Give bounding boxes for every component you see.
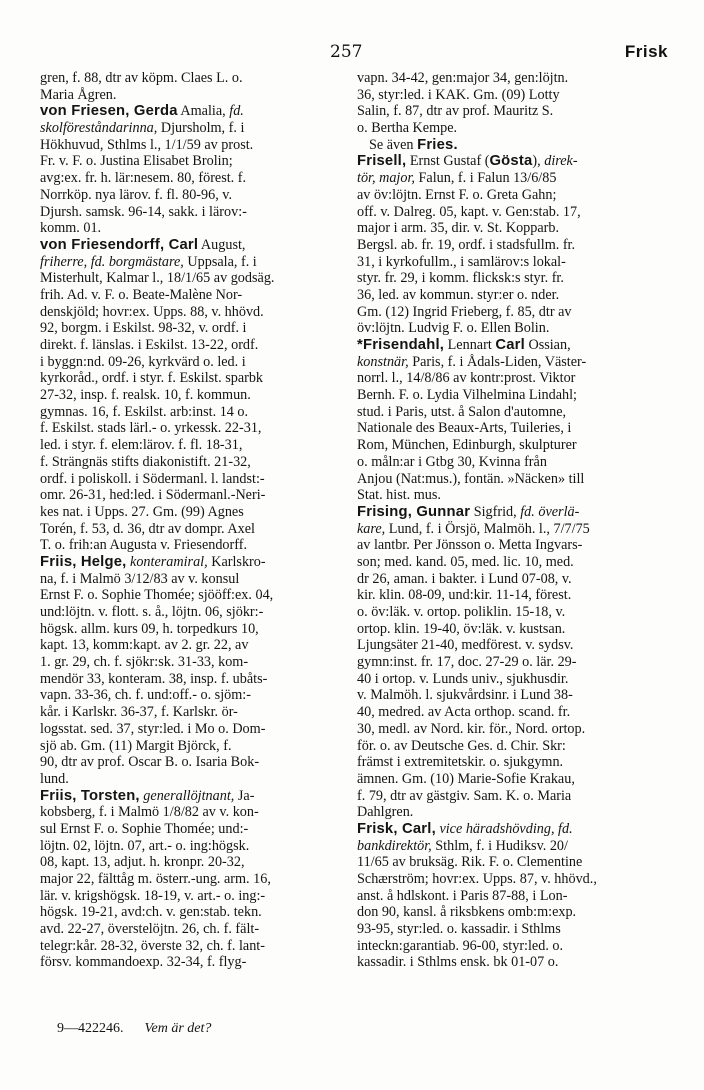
entry-title: konstnär, [357, 353, 409, 370]
entry-text: i byggn:nd. 09-26, kyrkvärd o. led. i [40, 353, 246, 370]
entry-text: don 90, kansl. å riksbkens omb:m:exp. [357, 904, 577, 921]
text-line [357, 70, 667, 87]
entry-text: mendör 33, konteram. 38, insp. f. ubåts- [40, 670, 268, 687]
text-line [40, 938, 340, 955]
text-line [357, 487, 667, 504]
entry-name: von Friesen, Gerda [40, 103, 178, 120]
text-line [357, 454, 667, 471]
text-line [40, 904, 340, 921]
entry-name: Frisk, Carl, [357, 820, 436, 837]
right-column [357, 70, 667, 971]
entry-name: von Friesendorff, Carl [40, 236, 199, 253]
entry-text: löjtn. 02, löjtn. 07, art.- o. ing:högsk. [40, 837, 250, 854]
text-line [357, 120, 667, 137]
entry-text: öv:löjtn. Ludvig F. o. Ellen Bolin. [357, 320, 550, 337]
text-line [40, 170, 340, 187]
entry-text: telegr:kår. 28-32, överste 32, ch. f. lant- [40, 937, 265, 954]
entry-text: major i arm. 35, dir. v. St. Kopparb. [357, 220, 560, 237]
entry-text: 40, medred. av Acta orthop. scand. fr. [357, 704, 571, 721]
entry-text: Bernh. F. o. Lydia Vilhelmina Lindahl; [357, 387, 577, 404]
text-line [357, 237, 667, 254]
text-line [357, 220, 667, 237]
text-line [40, 921, 340, 938]
text-line [40, 437, 340, 454]
text-line [357, 170, 667, 187]
text-line [40, 254, 340, 271]
entry-text: komm. 01. [40, 220, 102, 237]
entry-text: led. i styr. f. elem:lärov. f. fl. 18-31, [40, 437, 243, 454]
entry-text: lär. v. krigshögsk. 18-19, v. art.- o. ing:- [40, 887, 266, 904]
text-line [357, 87, 667, 104]
text-line [40, 621, 340, 638]
text-line [357, 938, 667, 955]
text-line [40, 537, 340, 554]
text-line [40, 287, 340, 304]
entry-text: o. öv:läk. v. ortop. poliklin. 15-18, v. [357, 604, 566, 620]
entry-text: Ossian, [524, 337, 571, 353]
text-line [40, 337, 340, 354]
entry-text: Lund, f. i Örsjö, Malmöh. l., 7/7/75 [385, 520, 590, 537]
entry-text: Sigfrid, [470, 503, 521, 520]
entry-text: Gm. (12) Ingrid Frieberg, f. 85, dtr av [357, 303, 572, 320]
entry-title: skolföreståndarinna, [40, 120, 158, 137]
entry-text: direkt. f. länslas. i Eskilst. 13-22, ordf. [40, 337, 259, 353]
entry-text: gren, f. 88, dtr av köpm. Claes L. o. [40, 70, 243, 86]
entry-text: 31, i kyrkofullm., i samlärov:s lokal- [357, 253, 566, 270]
entry-name: Carl [495, 337, 525, 353]
text-line [40, 771, 340, 788]
entry-text: vapn. 34-42, gen:major 34, gen:löjtn. [357, 70, 569, 86]
text-line [357, 854, 667, 871]
entry-text: Lennart [444, 337, 496, 353]
text-line [357, 671, 667, 688]
text-line [357, 621, 667, 638]
entry-title: konteramiral, [130, 553, 208, 570]
text-line [40, 838, 340, 855]
text-line [40, 120, 340, 137]
text-line [40, 187, 340, 204]
entry-text: Rom, München, Edinburgh, skulpturer [357, 437, 577, 454]
entry-title: fd. överlä- [520, 503, 580, 520]
entry-text: Dahlgren. [357, 804, 414, 821]
text-line [40, 387, 340, 404]
text-line [357, 654, 667, 671]
text-line [357, 871, 667, 888]
entry-text: Djursholm, f. i [157, 120, 245, 137]
entry-text: av öv:löjtn. Ernst F. o. Greta Gahn; [357, 186, 557, 203]
entry-text: Se även [369, 136, 418, 153]
text-line [40, 220, 340, 237]
text-line [357, 788, 667, 805]
text-line [357, 537, 667, 554]
text-line [357, 471, 667, 488]
text-line [357, 921, 667, 938]
page-number: 257 [330, 42, 363, 62]
text-line [357, 404, 667, 421]
entry-text: f. Eskilst. stads lärl.- o. yrkessk. 22-31, [40, 420, 262, 437]
entry-title: tör, major, [357, 170, 415, 187]
text-line [357, 721, 667, 738]
entry-name: Fries. [417, 136, 458, 153]
text-line [40, 320, 340, 337]
text-line [40, 87, 340, 104]
entry-text: ämnen. Gm. (10) Marie-Sofie Krakau, [357, 770, 575, 787]
text-line [357, 838, 667, 855]
text-line [40, 671, 340, 688]
entry-text: Misterhult, Kalmar l., 18/1/65 av godsäg. [40, 270, 275, 287]
text-line [357, 103, 667, 120]
entry-text: logsstat. sed. 37, styr:led. i Mo o. Dom- [40, 720, 266, 737]
text-line [40, 821, 340, 838]
footer-catchword: Vem är det? [144, 1021, 212, 1036]
text-line [40, 270, 340, 287]
entry-text: kir. klin. 08-09, und:kir. 11-14, förest. [357, 587, 572, 604]
text-line [357, 254, 667, 271]
entry-text: Salin, f. 87, dtr av prof. Mauritz S. [357, 103, 554, 120]
text-line [357, 320, 667, 337]
text-line [40, 487, 340, 504]
entry-name: Friis, Torsten, [40, 787, 140, 804]
entry-text: 27-32, insp. f. realsk. 10, f. kommun. [40, 387, 251, 404]
entry-text: ortop. klin. 19-40, öv:läk. v. kustsan. [357, 620, 566, 637]
text-line [40, 954, 340, 971]
entry-name: *Frisendahl, [357, 337, 445, 353]
entry-text: Ljungsäter 21-40, medförest. v. sydsv. [357, 637, 574, 654]
entry-text: styr. fr. 29, i komm. flicksk:s styr. fr. [357, 270, 564, 287]
entry-text: 36, led. av kommun. styr:er o. nder. [357, 286, 560, 303]
text-line [40, 153, 340, 170]
entry-text: Stat. hist. mus. [357, 487, 441, 504]
text-line [357, 587, 667, 604]
entry-title: bankdirektör, [357, 837, 432, 854]
entry-text: 1. gr. 29, ch. f. sjökr:sk. 31-33, kom- [40, 654, 249, 671]
entry-text: Djursh. samsk. 96-14, sakk. i lärov:- [40, 203, 247, 220]
entry-text: Falun, f. i Falun 13/6/85 [414, 170, 557, 187]
text-line [40, 854, 340, 871]
entry-text: T. o. frih:an Augusta v. Friesendorff. [40, 537, 247, 554]
text-line [357, 354, 667, 371]
text-line [40, 354, 340, 371]
entry-text: Nationale des Beaux-Arts, Tuileries, i [357, 420, 572, 437]
entry-text: major 22, fälttåg m. österr.-ung. arm. 16, [40, 871, 271, 887]
text-line [40, 103, 340, 120]
entry-text: stud. i Paris, utst. å Salon d'automne, [357, 403, 567, 420]
text-line [357, 804, 667, 821]
entry-text: o. Bertha Kempe. [357, 120, 458, 137]
entry-text: off. v. Dalreg. 05, kapt. v. Gen:stab. 17, [357, 203, 581, 220]
entry-name: Gösta [489, 153, 533, 170]
entry-text: v. Malmöh. l. sjukvårdsinr. i Lund 38- [357, 687, 573, 704]
entry-text: Ja- [234, 787, 255, 804]
entry-text: son; med. kand. 05, med. lic. 10, med. [357, 553, 574, 570]
entry-text: kobsberg, f. i Malmö 1/8/82 av v. kon- [40, 804, 259, 821]
entry-name: Friis, Helge, [40, 553, 127, 570]
entry-text: Paris, f. i Ådals-Liden, Väster- [408, 353, 587, 370]
entry-text: o. måln:ar i Gtbg 30, Kvinna från [357, 453, 547, 470]
text-line [40, 637, 340, 654]
text-line [357, 337, 667, 354]
entry-text: frih. Ad. v. F. o. Beate-Malène Nor- [40, 286, 243, 303]
entry-text: Schærström; hovr:ex. Upps. 87, v. hhövd., [357, 871, 597, 887]
entry-text: ), [532, 153, 545, 170]
entry-text: Karlskro- [207, 553, 266, 570]
text-line [40, 604, 340, 621]
entry-text: 11/65 av bruksäg. Rik. F. o. Clementine [357, 854, 583, 871]
entry-text: Uppsala, f. i [183, 253, 257, 270]
text-line [40, 137, 340, 154]
entry-text: kapt. 13, komm:kapt. av 2. gr. 22, av [40, 637, 249, 654]
text-line [40, 204, 340, 221]
printer-signature: 9—422246. [57, 1021, 124, 1036]
entry-text: gymn:inst. fr. 17, doc. 27-29 o. lär. 29- [357, 654, 577, 671]
entry-text: Ernst Gustaf ( [406, 153, 490, 170]
text-line [357, 187, 667, 204]
entry-text: kassadir. i Sthlms ensk. bk 01-07 o. [357, 954, 559, 971]
entry-text: 08, kapt. 13, adjut. h. kronpr. 20-32, [40, 854, 245, 871]
entry-text: högsk. 19-21, avd:ch. v. gen:stab. tekn. [40, 904, 262, 921]
text-line [357, 771, 667, 788]
text-line [357, 521, 667, 538]
entry-text: högsk. allm. kurs 09, h. torpedkurs 10, [40, 620, 259, 637]
entry-text: Hökhuvud, Sthlms l., 1/1/59 av prost. [40, 136, 254, 153]
entry-text: f. Strängnäs stifts diakonistift. 21-32, [40, 453, 251, 470]
entry-text: August, [198, 236, 246, 253]
left-column [40, 70, 340, 971]
text-line [40, 420, 340, 437]
entry-title: generallöjtnant, [143, 787, 235, 804]
entry-text: Anjou (Nat:mus.), fontän. »Näcken» till [357, 470, 585, 487]
entry-text: för. o. av Deutsche Ges. d. Chir. Skr: [357, 737, 566, 754]
entry-text: lund. [40, 770, 69, 787]
entry-text: avg:ex. fr. h. lär:nesem. 80, förest. f. [40, 170, 247, 187]
text-line [357, 738, 667, 755]
entry-text: und:löjtn. v. flott. s. å., löjtn. 06, sjökr:- [40, 604, 264, 620]
entry-text: omr. 26-31, hed:led. i Södermanl.-Neri- [40, 487, 266, 504]
text-line [40, 70, 340, 87]
text-line [357, 687, 667, 704]
entry-text: Sthlm, f. i Hudiksv. 20/ [431, 837, 568, 854]
entry-title: kare, [357, 520, 386, 537]
entry-text: av lantbr. Per Jönsson o. Metta Ingvars- [357, 537, 583, 554]
entry-text: kes nat. i Upps. 27. Gm. (99) Agnes [40, 503, 244, 520]
entry-text: 40 i ortop. v. Lunds univ., sjukhusdir. [357, 670, 569, 687]
entry-name: Frisell, [357, 153, 407, 170]
text-line [357, 754, 667, 771]
entry-text: 90, dtr av prof. Oscar B. o. Isaria Bok- [40, 754, 260, 771]
entry-title: fd. [229, 103, 244, 120]
entry-text: f. 79, dtr av gästgiv. Sam. K. o. Maria [357, 787, 572, 804]
text-line [357, 287, 667, 304]
text-line [40, 738, 340, 755]
text-line [40, 587, 340, 604]
text-line [357, 153, 667, 170]
entry-text: avd. 22-27, överstelöjtn. 26, ch. f. fält- [40, 921, 260, 938]
entry-text: anst. å hdlskont. i Paris 87-88, i Lon- [357, 887, 568, 904]
text-line [40, 370, 340, 387]
text-line [357, 704, 667, 721]
entry-text: Bergsl. ab. fr. 19, ordf. i stadsfullm. fr. [357, 236, 576, 253]
text-line [357, 888, 667, 905]
entry-title: vice häradshövding, fd. [439, 820, 573, 837]
text-line [357, 270, 667, 287]
entry-title: friherre, fd. borgmästare, [40, 253, 184, 270]
running-head: Frisk [624, 42, 668, 61]
entry-text: Fr. v. F. o. Justina Elisabet Brolin; [40, 153, 233, 170]
text-line [357, 204, 667, 221]
entry-text: sjö ab. Gm. (11) Margit Björck, f. [40, 737, 232, 754]
text-line [357, 437, 667, 454]
text-line [357, 504, 667, 521]
entry-text: gymnas. 16, f. Eskilst. arb:inst. 14 o. [40, 403, 249, 420]
text-line [357, 137, 667, 154]
text-line [357, 637, 667, 654]
text-line [357, 370, 667, 387]
text-line [40, 704, 340, 721]
entry-text: kyrkoråd., ordf. i styr. f. Eskilst. sparbk [40, 370, 264, 387]
entry-text: Ernst F. o. Sophie Thomée; sjööff:ex. 04, [40, 587, 274, 604]
text-line [40, 788, 340, 805]
text-line [40, 687, 340, 704]
text-line [40, 554, 340, 571]
text-line [357, 571, 667, 588]
entry-text: na, f. i Malmö 3/12/83 av v. konsul [40, 570, 240, 587]
entry-text: ordf. i poliskoll. i Södermanl. l. landst:- [40, 470, 265, 487]
text-line [357, 387, 667, 404]
entry-text: Maria Ågren. [40, 86, 117, 103]
entry-text: 30, medl. av Nord. kir. för., Nord. ortop. [357, 720, 586, 737]
entry-name: Frising, Gunnar [357, 503, 471, 520]
text-line [40, 804, 340, 821]
text-line [40, 871, 340, 888]
entry-text: Amalia, [177, 103, 230, 120]
entry-text: främst i extremitetskir. o. sjukgymn. [357, 754, 564, 771]
entry-text: Norrköp. nya lärov. f. fl. 80-96, v. [40, 186, 233, 203]
text-line [40, 521, 340, 538]
text-line [40, 471, 340, 488]
entry-text: inteckn:garantiab. 96-00, styr:led. o. [357, 937, 564, 954]
entry-text: vapn. 33-36, ch. f. und:off.- o. sjöm:- [40, 687, 251, 704]
page-footer [57, 1021, 211, 1037]
entry-title: direk- [544, 153, 578, 170]
text-line [357, 821, 667, 838]
text-line [357, 954, 667, 971]
text-line [40, 754, 340, 771]
entry-text: dr 26, aman. i bakter. i Lund 07-08, v. [357, 570, 572, 587]
entry-text: Torén, f. 53, d. 36, dtr av dompr. Axel [40, 520, 255, 537]
text-line [40, 237, 340, 254]
text-line [40, 504, 340, 521]
entry-text: norrl. l., 14/8/86 av kontr:prost. Viktor [357, 370, 576, 387]
text-line [357, 420, 667, 437]
text-line [40, 654, 340, 671]
text-line [357, 304, 667, 321]
text-line [40, 404, 340, 421]
text-line [40, 888, 340, 905]
entry-text: kår. i Karlskr. 36-37, f. Karlskr. ör- [40, 704, 238, 721]
text-line [357, 604, 667, 621]
entry-text: sul Ernst F. o. Sophie Thomée; und:- [40, 820, 249, 837]
text-line [40, 454, 340, 471]
text-line [40, 721, 340, 738]
text-line [40, 571, 340, 588]
entry-text: 36, styr:led. i KAK. Gm. (09) Lotty [357, 86, 560, 103]
entry-text: 92, borgm. i Eskilst. 98-32, v. ordf. i [40, 320, 247, 337]
text-line [40, 304, 340, 321]
text-line [357, 904, 667, 921]
entry-text: försv. kommandoexp. 32-34, f. flyg- [40, 954, 247, 971]
entry-text: 93-95, styr:led. o. kassadir. i Sthlms [357, 921, 561, 938]
text-line [357, 554, 667, 571]
entry-text: denskjöld; hovr:ex. Upps. 88, v. hhövd. [40, 303, 264, 320]
